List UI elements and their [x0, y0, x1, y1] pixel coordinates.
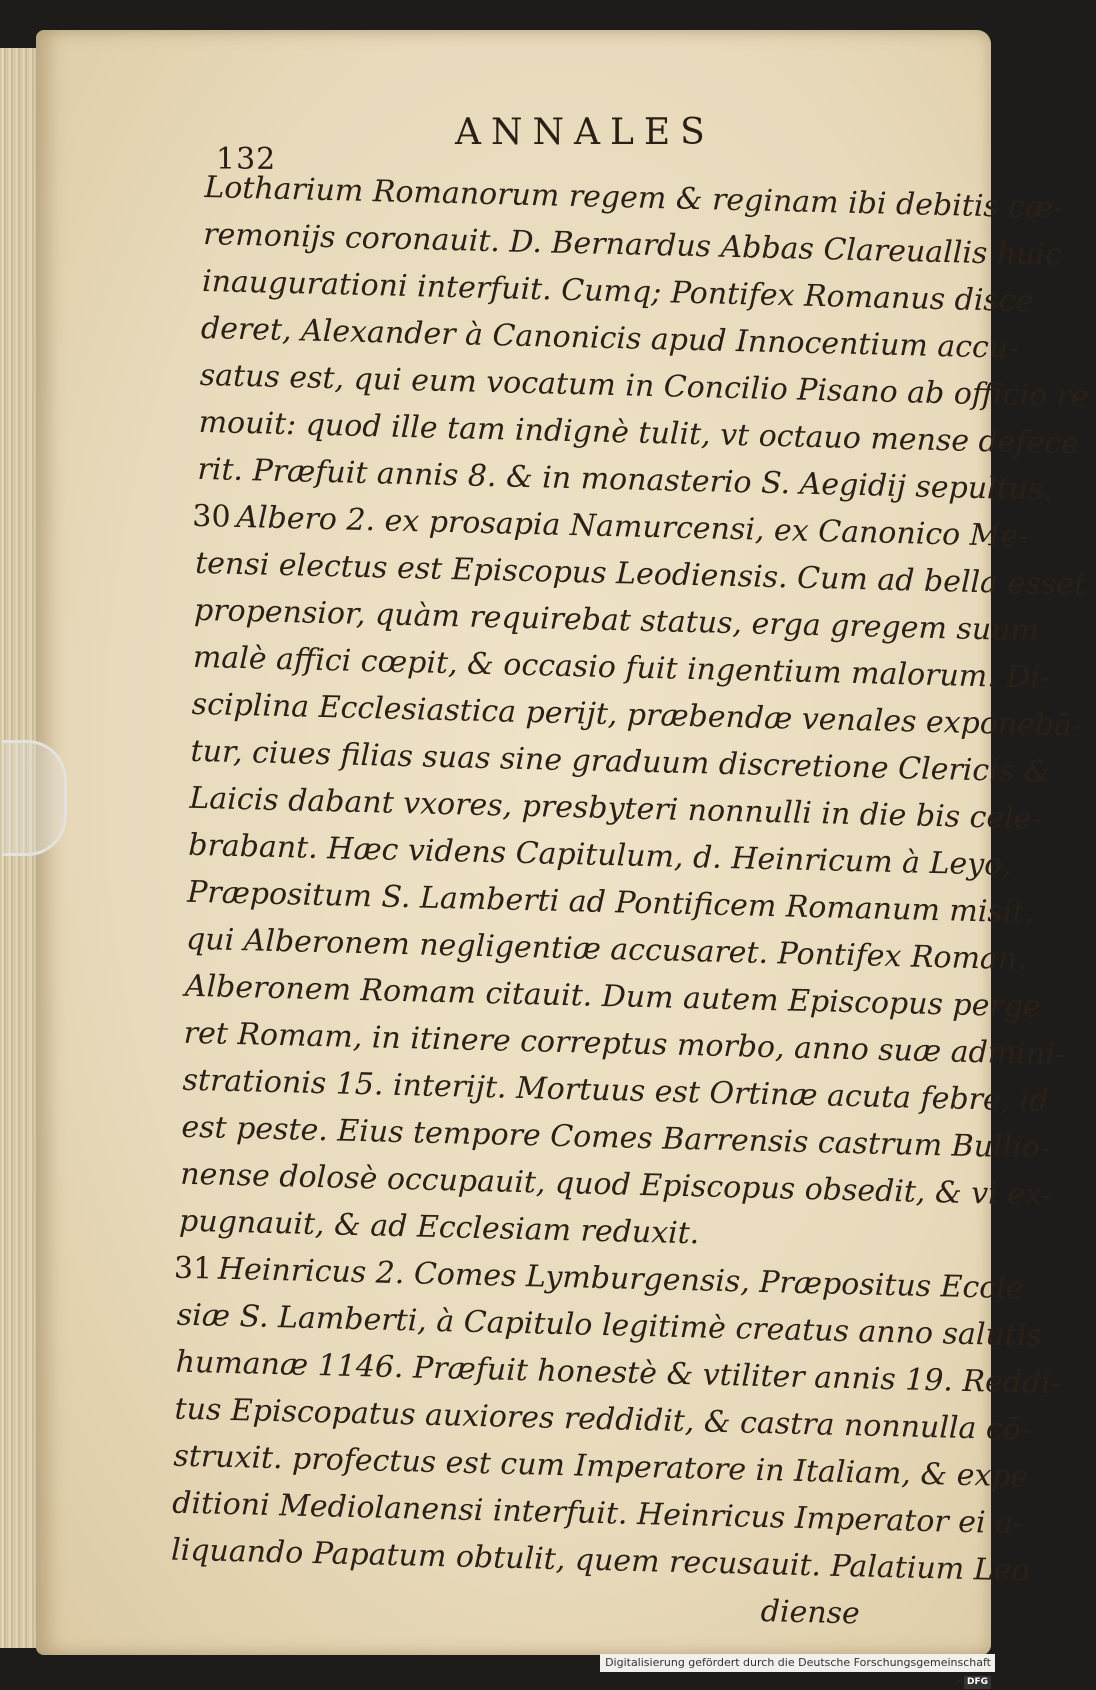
text-line: brabant. Hæc videns Capitulum, d. Heinricum à Leyo, — [187, 827, 1013, 883]
text-line: nense dolosè occupauit, quod Episcopus obsedit, & vi ex- — [179, 1156, 1052, 1213]
text-line: qui Alberonem negligentiæ accusaret. Pontifex Roman. — [185, 921, 1028, 978]
body-text — [169, 164, 1090, 1637]
entry-number: 30 — [191, 498, 231, 535]
text-line: malè affici cœpit, & occasio fuit ingentium malorum. Di- — [192, 639, 1051, 696]
text-line: strationis 15. interijt. Mortuus est Ortinæ acuta febre, id — [182, 1062, 1050, 1119]
text-line: pugnauit, & ad Ecclesiam reduxit. — [178, 1203, 700, 1252]
text-line: liquando Papatum obtulit, quem recusauit. Palatium Leo — [170, 1532, 1030, 1589]
text-line: remonijs coronauit. D. Bernardus Abbas Clareuallis huic — [202, 216, 1063, 273]
text-line: Lotharium Romanorum regem & reginam ibi debitis cæ- — [203, 169, 1064, 226]
text-line: inaugurationi interfuit. Cumq; Pontifex Romanus disce — [201, 263, 1034, 320]
text-line: tus Episcopatus auxiores reddidit, & castra nonnulla cō- — [174, 1391, 1032, 1448]
text-line: tur, ciues filias suas sine graduum discretione Clericis & — [190, 733, 1051, 790]
text-line: tensi electus est Episcopus Leodiensis. Cum ad bella esset — [194, 545, 1087, 603]
text-line: Præpositum S. Lamberti ad Pontificem Romanum misit, — [186, 874, 1035, 931]
text-line: struxit. profectus est cum Imperatore in Italiam, & expe — [172, 1438, 1029, 1495]
text-line: Albero 2. ex prosapia Namurcensi, ex Canonico Me- — [235, 499, 1029, 555]
text-line: siæ S. Lamberti, à Capitulo legitimè creatus anno salutis — [176, 1297, 1043, 1354]
text-line: Heinricus 2. Comes Lymburgensis, Præpositus Eccle — [217, 1251, 1024, 1307]
dfg-logo: DFG — [964, 1676, 991, 1689]
text-line: ret Romam, in itinere correptus morbo, anno suæ admini- — [183, 1015, 1066, 1073]
credit-text: Digitalisierung gefördert durch die Deutsche Forschungsgemeinschaft - — [605, 1656, 991, 1687]
page-clip — [2, 740, 67, 856]
text-line: propensior, quàm requirebat status, erga gregem suum — [193, 592, 1040, 649]
digitization-credit — [600, 1654, 995, 1687]
text-line: deret, Alexander à Canonicis apud Innocentium accu- — [200, 310, 1019, 366]
page-number: 132 — [216, 142, 277, 177]
text-line: Laicis dabant vxores, presbyteri nonnulli in die bis cele- — [189, 780, 1043, 837]
text-line: rit. Præfuit annis 8. & in monasterio S. Aegidij sepultus. — [197, 451, 1054, 508]
entry-number: 31 — [173, 1250, 213, 1287]
text-line: satus est, qui eum vocatum in Concilio Pisano ab officio re — [199, 357, 1090, 415]
running-head: ANNALES — [455, 112, 715, 153]
text-line: sciplina Ecclesiastica periјt, præbendæ venales exponebā- — [191, 686, 1083, 744]
catchword: diense — [760, 1594, 861, 1632]
text-line: est peste. Eius tempore Comes Barrensis castrum Bullio- — [181, 1109, 1051, 1166]
text-line: humanæ 1146. Præfuit honestè & vtiliter annis 19. Reddi- — [175, 1344, 1062, 1402]
text-line: mouit: quod ille tam indignè tulit, vt octauo mense defece — [198, 404, 1080, 462]
text-line: ditioni Mediolanensi interfuit. Heinricus Imperator ei a- — [171, 1485, 1024, 1542]
text-line: Alberonem Romam citauit. Dum autem Episcopus perge — [184, 968, 1042, 1025]
